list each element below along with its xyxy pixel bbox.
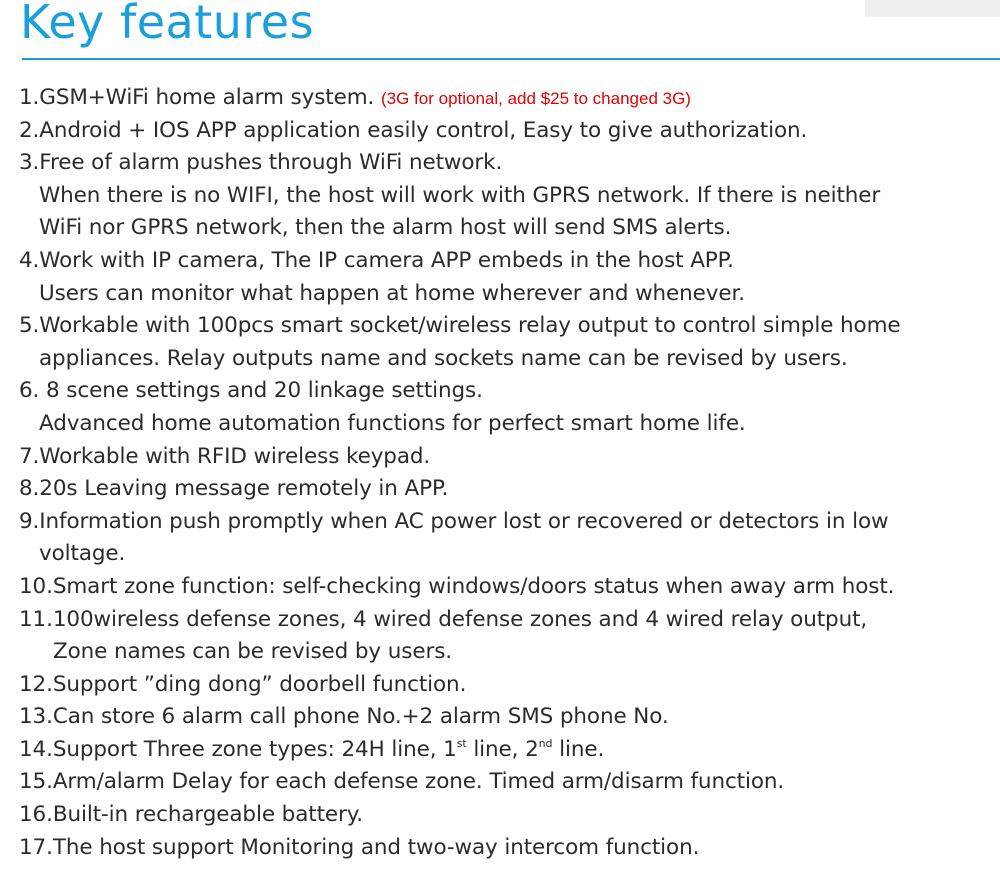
title-underline <box>22 58 1000 60</box>
feature-3-continuation: When there is no WIFI, the host will work with GPRS network. If there is neither <box>39 182 881 208</box>
feature-1 <box>19 82 997 115</box>
feature-5: 5.Workable with 100pcs smart socket/wireless relay output to control simple home <box>19 313 901 339</box>
feature-4: 4.Work with IP camera, The IP camera APP embeds in the host APP. <box>19 247 734 273</box>
ordinal-suffix: nd <box>538 736 553 750</box>
corner-shade <box>865 0 1000 17</box>
feature-3: 3.Free of alarm pushes through WiFi network. <box>19 150 503 176</box>
feature-14-text: line. <box>552 736 605 762</box>
feature-12: 12.Support ”ding dong” doorbell function. <box>19 671 467 697</box>
ordinal-suffix: st <box>456 736 467 750</box>
feature-10: 10.Smart zone function: self-checking windows/doors status when away arm host. <box>19 573 895 599</box>
feature-7: 7.Workable with RFID wireless keypad. <box>19 443 431 469</box>
feature-3-continuation: WiFi nor GPRS network, then the alarm host will send SMS alerts. <box>39 215 732 241</box>
feature-14-text: line, 2 <box>466 736 539 762</box>
feature-11: 11.100wireless defense zones, 4 wired defense zones and 4 wired relay output, <box>19 606 868 632</box>
feature-4-continuation: Users can monitor what happen at home wherever and whenever. <box>39 280 745 306</box>
feature-8: 8.20s Leaving message remotely in APP. <box>19 476 449 502</box>
feature-9: 9.Information push promptly when AC power lost or recovered or detectors in low <box>19 508 889 534</box>
feature-15: 15.Arm/alarm Delay for each defense zone. Timed arm/disarm function. <box>19 769 785 795</box>
feature-14-text: 14.Support Three zone types: 24H line, 1 <box>19 736 457 762</box>
page-title: Key features <box>20 0 315 49</box>
feature-list <box>19 82 997 864</box>
feature-9-continuation: voltage. <box>39 541 126 567</box>
feature-6: 6. 8 scene settings and 20 linkage settings. <box>19 378 483 404</box>
feature-6-continuation: Advanced home automation functions for perfect smart home life. <box>39 410 746 436</box>
feature-1-note: (3G for optional, add $25 to changed 3G) <box>380 89 691 108</box>
feature-11-continuation: Zone names can be revised by users. <box>53 639 452 665</box>
feature-5-continuation: appliances. Relay outputs name and sockets name can be revised by users. <box>39 345 848 371</box>
feature-14 <box>19 734 997 767</box>
feature-13: 13.Can store 6 alarm call phone No.+2 alarm SMS phone No. <box>19 704 669 730</box>
feature-17: 17.The host support Monitoring and two-way intercom function. <box>19 834 700 860</box>
feature-16: 16.Built-in rechargeable battery. <box>19 802 363 828</box>
feature-1-text: 1.GSM+WiFi home alarm system. <box>19 85 375 110</box>
feature-2: 2.Android + IOS APP application easily control, Easy to give authorization. <box>19 117 808 143</box>
